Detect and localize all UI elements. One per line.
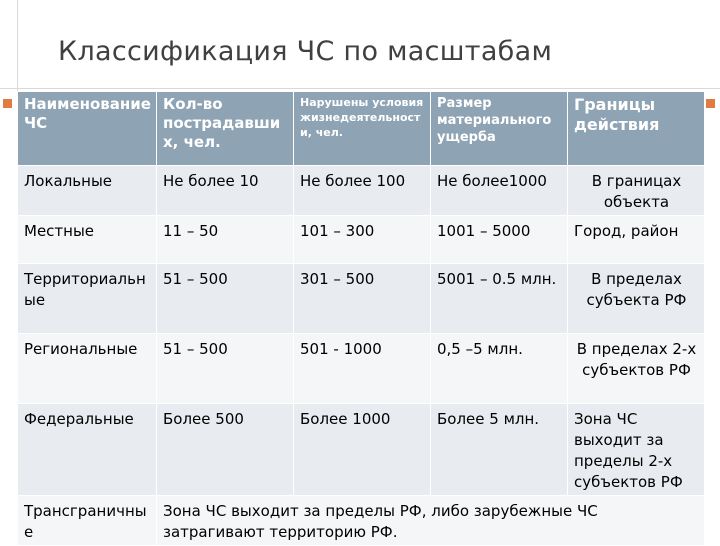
table-row	[18, 334, 705, 404]
cell-damage: 0,5 –5 млн.	[431, 334, 568, 404]
cell-boundaries: Зона ЧС выходит за пределы 2-х субъектов РФ	[568, 404, 705, 496]
header-victims: Кол-во пострадавших, чел.	[157, 92, 294, 166]
cell-victims: Не более 10	[157, 166, 294, 216]
cell-victims: Более 500	[157, 404, 294, 496]
title-divider-line	[0, 88, 720, 89]
cell-damage: Не более1000	[431, 166, 568, 216]
table-row	[18, 216, 705, 264]
cell-boundaries: Город, район	[568, 216, 705, 264]
cell-victims: 11 – 50	[157, 216, 294, 264]
cell-damage: Более 5 млн.	[431, 404, 568, 496]
cell-name: Локальные	[18, 166, 157, 216]
cell-life-disrupted: 501 - 1000	[294, 334, 431, 404]
header-boundaries: Границы действия	[568, 92, 705, 166]
cell-life-disrupted: Более 1000	[294, 404, 431, 496]
cell-victims: 51 – 500	[157, 334, 294, 404]
table-row	[18, 404, 705, 496]
classification-table	[17, 91, 705, 546]
cell-damage: 1001 – 5000	[431, 216, 568, 264]
table-row	[18, 166, 705, 216]
cell-merged-description: Зона ЧС выходит за пределы РФ, либо зарубежные ЧС затрагивают территорию РФ.	[157, 496, 705, 546]
cell-name: Местные	[18, 216, 157, 264]
table-row	[18, 264, 705, 334]
cell-name: Региональные	[18, 334, 157, 404]
cell-life-disrupted: 101 – 300	[294, 216, 431, 264]
cell-life-disrupted: 301 – 500	[294, 264, 431, 334]
cell-boundaries: В пределах субъекта РФ	[568, 264, 705, 334]
left-accent-square	[3, 99, 12, 108]
cell-name: Территориальные	[18, 264, 157, 334]
header-damage: Размер материального ущерба	[431, 92, 568, 166]
header-life-disrupted: Нарушены условия жизнедеятельности, чел.	[294, 92, 431, 166]
cell-damage: 5001 – 0.5 млн.	[431, 264, 568, 334]
cell-boundaries: В пределах 2-х субъектов РФ	[568, 334, 705, 404]
right-accent-square	[706, 99, 715, 108]
header-name: Наименование ЧС	[18, 92, 157, 166]
table-row	[18, 496, 705, 546]
cell-boundaries: В границах объекта	[568, 166, 705, 216]
cell-name: Трансграничные	[18, 496, 157, 546]
table-header-row	[18, 92, 705, 166]
cell-life-disrupted: Не более 100	[294, 166, 431, 216]
cell-victims: 51 – 500	[157, 264, 294, 334]
slide-title: Классификация ЧС по масштабам	[58, 36, 553, 67]
cell-name: Федеральные	[18, 404, 157, 496]
